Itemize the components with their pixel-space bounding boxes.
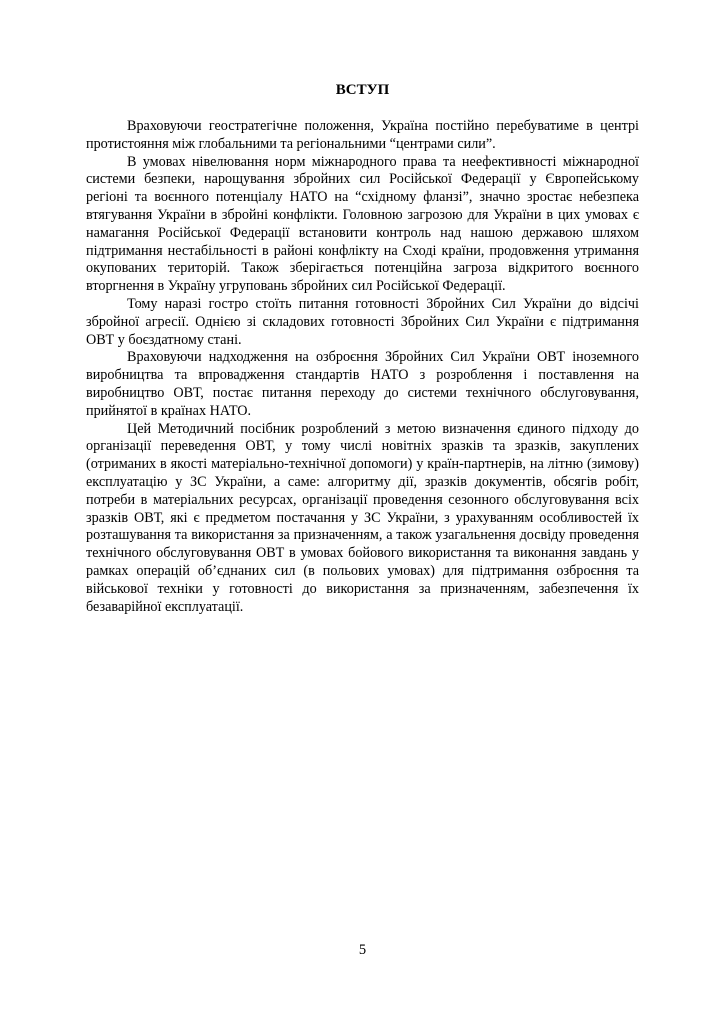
page-title: ВСТУП [335, 82, 390, 98]
paragraph-2: В умовах нівелювання норм міжнародного права та неефективності міжнародної системи безпеки, нарощування збройних сил Російської Федерації у Європейському регіоні та воєнного потенціалу НАТО на “східному фланзі”, значно зростає небезпека втягування України в збройні конфлікти. Головною загрозою для України в цих умовах є намагання Російської Федерації встановити контроль над нашою державою шляхом підтримання нестабільності в районі конфлікту на Сході країни, продовження утримання окупованих територій. Також зберігається потенційна загроза відкритого воєнного вторгнення в Україну угруповань збройних сил Російської Федерації. [86, 153, 639, 295]
page-content [86, 80, 639, 616]
paragraph-3: Тому наразі гостро стоїть питання готовності Збройних Сил України до відсічі збройної агресії. Однією зі складових готовності Збройних Сил України є підтримання ОВТ у боєздатному стані. [86, 295, 639, 348]
paragraph-5: Цей Методичний посібник розроблений з метою визначення єдиного підходу до організації переведення ОВТ, у тому числі новітніх зразків та зразків, закуплених (отриманих в якості матеріально-технічної допомоги) у країн-партнерів, на літню (зимову) експлуатацію у ЗС України, а саме: алгоритму дії, зразків документів, обсягів робіт, потреби в матеріальних ресурсах, організації проведення сезонного обслуговування всіх зразків ОВТ, які є предметом постачання у ЗС України, з урахуванням особливостей їх розташування та використання за призначенням, а також узагальнення досвіду проведення технічного обслуговування ОВТ в умовах бойового використання та виконання завдань у рамках операцій об’єднаних сил (в польових умовах) для підтримання озброєння та військової техніки у готовності до використання за призначенням, забезпечення їх безаварійної експлуатації. [86, 420, 639, 615]
paragraph-4: Враховуючи надходження на озброєння Збройних Сил України ОВТ іноземного виробництва та впровадження стандартів НАТО з розроблення і поставлення на виробництво ОВТ, постає питання переходу до системи технічного обслуговування, прийнятої в країнах НАТО. [86, 349, 639, 419]
page-number: 5 [358, 942, 367, 958]
paragraph-1: Враховуючи геостратегічне положення, Україна постійно перебуватиме в центрі протистояння між глобальними та регіональними “центрами сили”. [86, 118, 639, 152]
